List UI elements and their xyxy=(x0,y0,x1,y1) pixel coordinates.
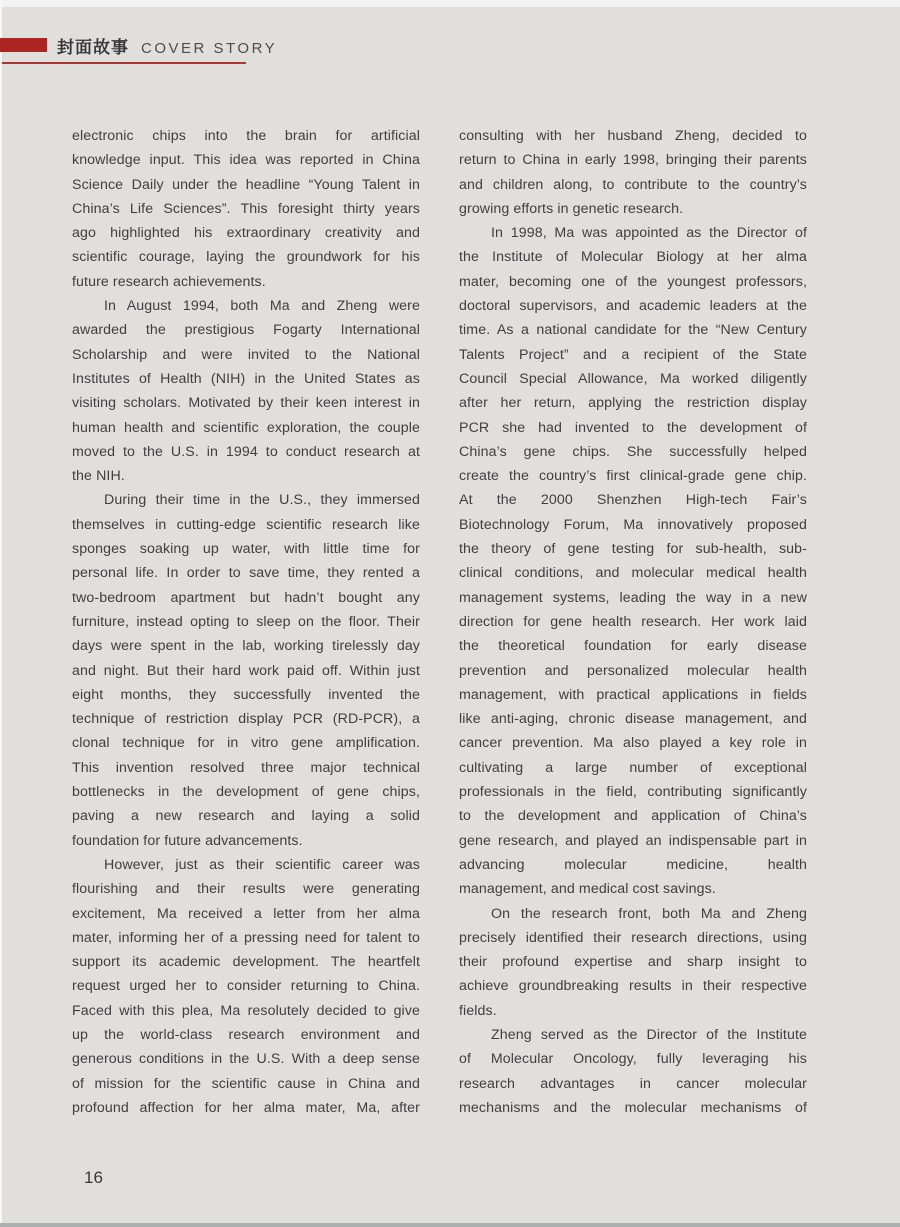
text-line: On the research front, both Ma and Zheng xyxy=(491,905,807,922)
text-line: up the world-class research environment and xyxy=(72,1026,420,1043)
text-line: future research achievements. xyxy=(72,273,266,290)
text-line: mater, becoming one of the youngest professors, xyxy=(459,273,807,290)
section-title-cn: 封面故事 xyxy=(57,38,129,57)
text-line: mechanisms and the molecular mechanisms of xyxy=(459,1099,807,1116)
text-line: direction for gene health research. Her work laid xyxy=(459,613,807,630)
text-line: furniture, instead opting to sleep on the floor. Their xyxy=(72,613,420,630)
text-line: the theory of gene testing for sub-health, sub- xyxy=(459,541,807,558)
text-line: doctoral supervisors, and academic leaders at the xyxy=(459,298,807,315)
text-line: scientific courage, laying the groundwork for his xyxy=(72,249,420,266)
text-line: knowledge input. This idea was reported in China xyxy=(72,152,420,169)
text-line: clonal technique for in vitro gene amplification. xyxy=(72,735,420,752)
text-line: management systems, leading the way in a new xyxy=(459,589,807,606)
paragraph xyxy=(72,853,420,1120)
text-line: support its academic development. The heartfelt xyxy=(72,954,420,971)
text-line: achieve groundbreaking results in their respective xyxy=(459,978,807,995)
text-line: Biotechnology Forum, Ma innovatively proposed xyxy=(459,516,807,533)
text-line: moved to the U.S. in 1994 to conduct research at xyxy=(72,443,420,460)
page-edge-top xyxy=(0,0,900,7)
left-column xyxy=(72,124,420,1120)
text-line: days were spent in the lab, working tirelessly day xyxy=(72,638,420,655)
text-line: mater, informing her of a pressing need for talent to xyxy=(72,929,420,946)
text-line: awarded the prestigious Fogarty International xyxy=(72,322,420,339)
right-column xyxy=(459,124,807,1120)
text-line: create the country’s first clinical-grade gene chip. xyxy=(459,468,807,485)
text-line: to the development and application of China’s xyxy=(459,808,807,825)
text-line: return to China in early 1998, bringing their parents xyxy=(459,152,807,169)
text-line: sponges soaking up water, with little time for xyxy=(72,541,420,558)
text-line: time. As a national candidate for the “New Century xyxy=(459,322,807,339)
text-line: Zheng served as the Director of the Institute xyxy=(491,1026,807,1043)
text-line: Faced with this plea, Ma resolutely decided to give xyxy=(72,1002,420,1019)
text-line: China’s gene chips. She successfully helped xyxy=(459,443,807,460)
text-line: clinical conditions, and molecular medical health xyxy=(459,565,807,582)
text-line: the theoretical foundation for early disease xyxy=(459,638,807,655)
text-line: and children along, to contribute to the country’s xyxy=(459,176,807,193)
text-line: of mission for the scientific cause in China and xyxy=(72,1075,420,1092)
text-line: During their time in the U.S., they immersed xyxy=(104,492,420,509)
text-line: Institutes of Health (NIH) in the United States as xyxy=(72,370,420,387)
text-line: bottlenecks in the development of gene chips, xyxy=(72,784,420,801)
text-line: cancer prevention. Ma also played a key role in xyxy=(459,735,807,752)
text-line: the NIH. xyxy=(72,468,125,485)
text-line: gene research, and played an indispensable part in xyxy=(459,832,807,849)
text-line: request urged her to consider returning to China. xyxy=(72,978,420,995)
section-title-en: COVER STORY xyxy=(141,40,278,57)
text-line: technique of restriction display PCR (RD-PCR), a xyxy=(72,711,420,728)
paragraph xyxy=(459,1023,807,1120)
header-underline xyxy=(2,62,246,64)
text-line: paving a new research and laying a solid xyxy=(72,808,420,825)
text-line: growing efforts in genetic research. xyxy=(459,200,684,217)
text-line: fields. xyxy=(459,1002,497,1019)
text-line: of Molecular Oncology, fully leveraging his xyxy=(459,1051,807,1068)
text-line: their profound expertise and sharp insight to xyxy=(459,954,807,971)
text-line: Science Daily under the headline “Young Talent in xyxy=(72,176,420,193)
text-line: the Institute of Molecular Biology at her alma xyxy=(459,249,807,266)
text-line: Scholarship and were invited to the National xyxy=(72,346,420,363)
page-number: 16 xyxy=(84,1168,103,1187)
paragraph xyxy=(459,902,807,1023)
text-line: electronic chips into the brain for artificial xyxy=(72,128,420,144)
text-line: management, and medical cost savings. xyxy=(459,881,716,898)
text-line: Talents Project” and a recipient of the State xyxy=(459,346,807,363)
text-line: and night. But their hard work paid off. Within just xyxy=(72,662,420,679)
text-line: foundation for future advancements. xyxy=(72,832,303,849)
text-line: two-bedroom apartment but hadn’t bought any xyxy=(72,589,420,606)
section-marker xyxy=(0,38,47,52)
text-line: At the 2000 Shenzhen High-tech Fair’s xyxy=(459,492,807,509)
text-line: generous conditions in the U.S. With a deep sense xyxy=(72,1051,420,1068)
text-line: advancing molecular medicine, health xyxy=(459,856,807,873)
text-line: research advantages in cancer molecular xyxy=(459,1075,807,1092)
text-line: prevention and personalized molecular health xyxy=(459,662,807,679)
text-line: management, with practical applications in fields xyxy=(459,686,807,703)
text-line: like anti-aging, chronic disease management, and xyxy=(459,711,807,728)
text-line: excitement, Ma received a letter from her alma xyxy=(72,905,420,922)
text-line: profound affection for her alma mater, Ma, after xyxy=(72,1099,420,1116)
text-line: ago highlighted his extraordinary creativity and xyxy=(72,225,420,242)
paragraph xyxy=(459,124,807,221)
text-line: In 1998, Ma was appointed as the Director of xyxy=(491,225,807,242)
text-line: personal life. In order to save time, they rented a xyxy=(72,565,420,582)
paragraph xyxy=(72,488,420,852)
text-line: professionals in the field, contributing significantly xyxy=(459,784,807,801)
paragraph xyxy=(459,221,807,901)
text-line: This invention resolved three major technical xyxy=(72,759,420,776)
text-line: In August 1994, both Ma and Zheng were xyxy=(104,298,420,315)
page-edge-left xyxy=(0,0,2,1227)
text-line: human health and scientific exploration, the couple xyxy=(72,419,420,436)
bottom-rule xyxy=(0,1223,900,1227)
paragraph xyxy=(72,294,420,488)
text-line: eight months, they successfully invented the xyxy=(72,686,420,703)
text-line: However, just as their scientific career was xyxy=(104,856,420,873)
text-line: themselves in cutting-edge scientific research like xyxy=(72,516,420,533)
section-header xyxy=(57,33,277,58)
text-line: Council Special Allowance, Ma worked diligently xyxy=(459,370,807,387)
text-line: China’s Life Sciences”. This foresight thirty years xyxy=(72,200,420,217)
text-line: precisely identified their research directions, using xyxy=(459,929,807,946)
text-line: flourishing and their results were generating xyxy=(72,881,420,898)
text-line: consulting with her husband Zheng, decided to xyxy=(459,128,807,144)
text-line: after her return, applying the restriction display xyxy=(459,395,807,412)
paragraph xyxy=(72,124,420,294)
text-line: cultivating a large number of exceptional xyxy=(459,759,807,776)
text-line: PCR she had invented to the development of xyxy=(459,419,807,436)
text-line: visiting scholars. Motivated by their keen interest in xyxy=(72,395,420,412)
